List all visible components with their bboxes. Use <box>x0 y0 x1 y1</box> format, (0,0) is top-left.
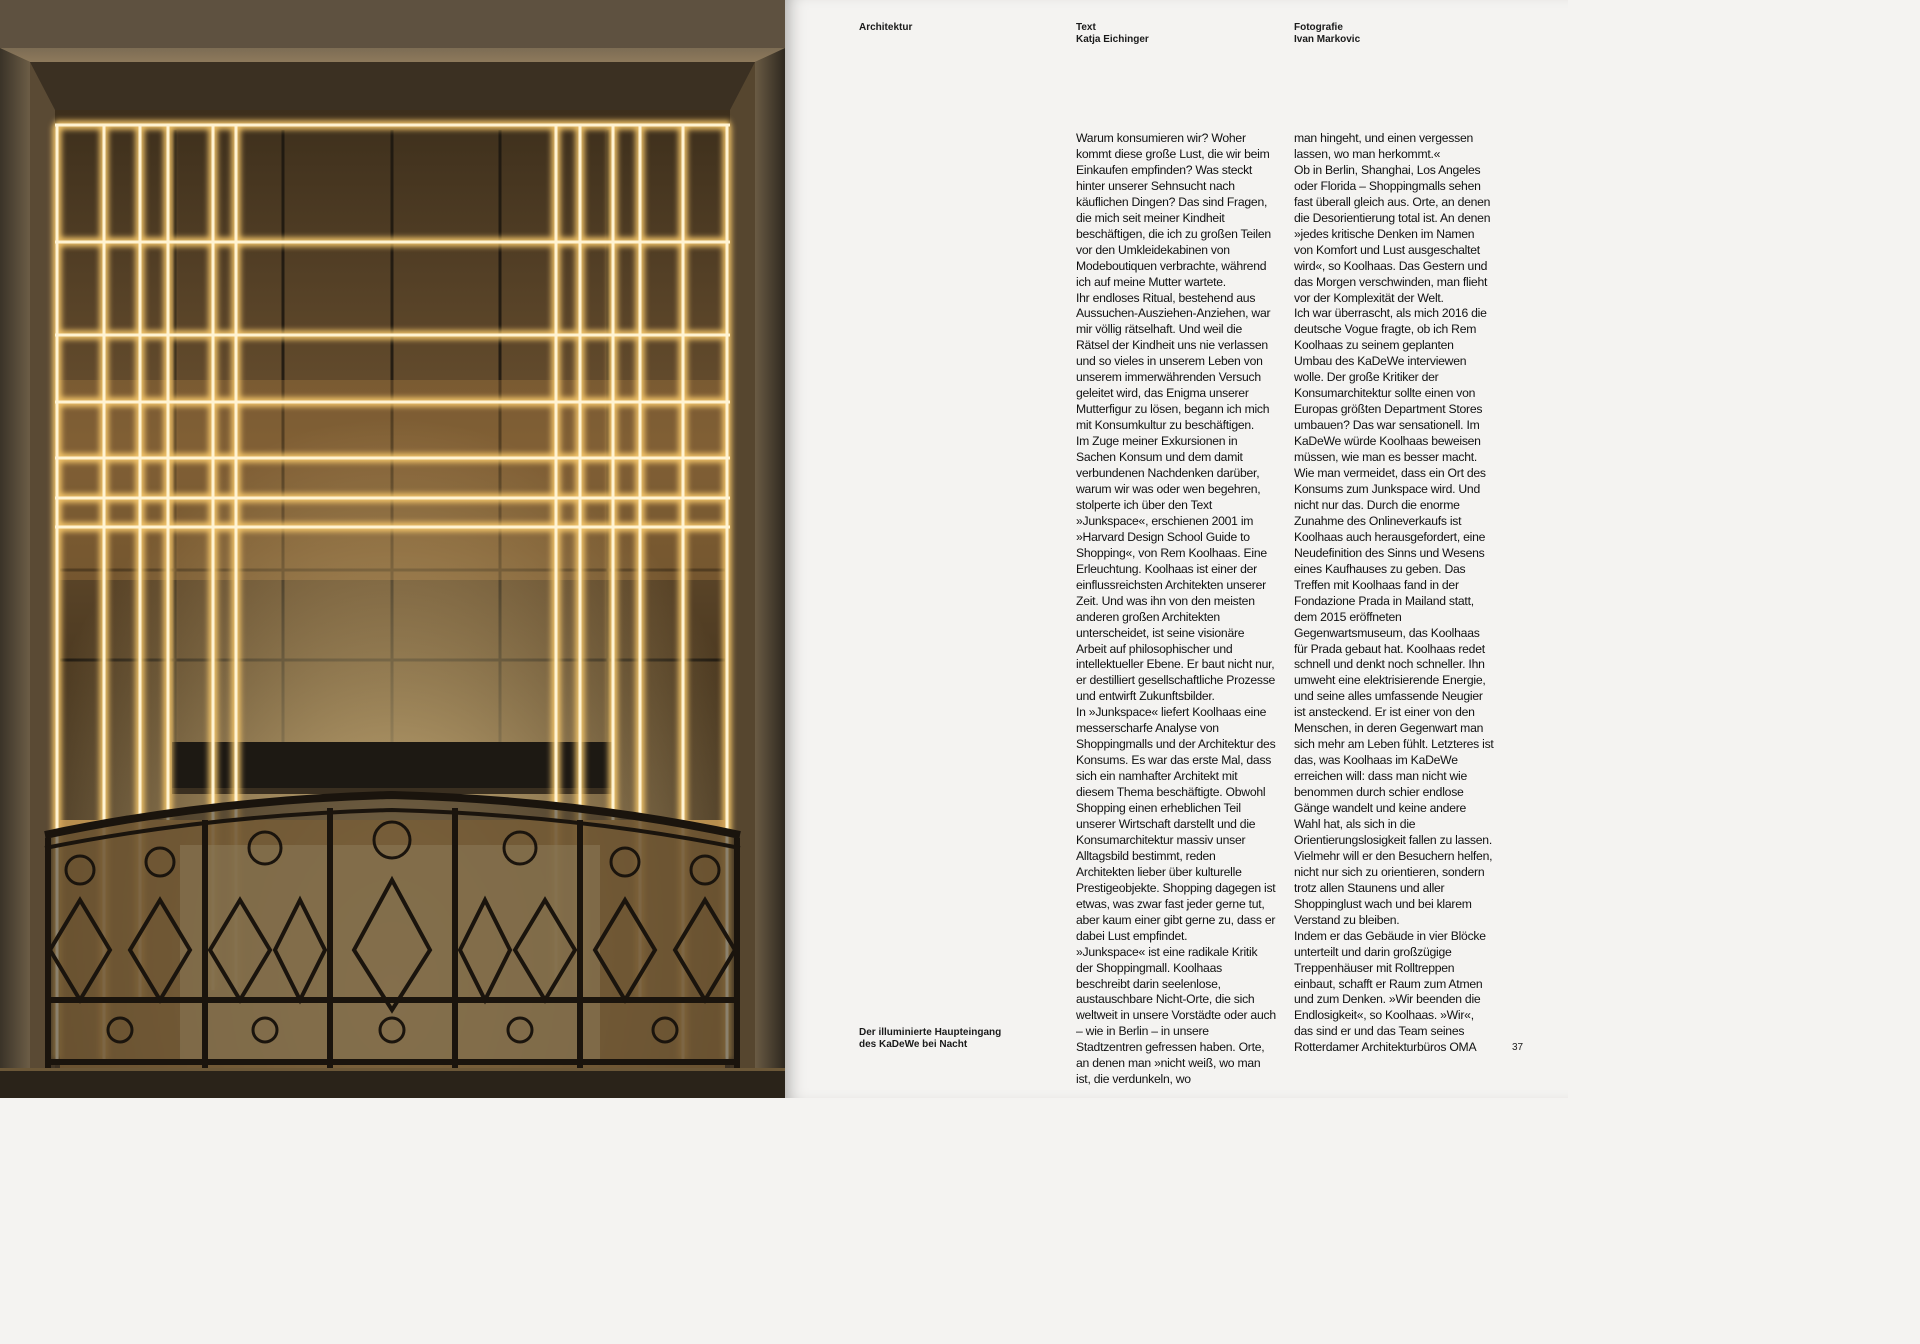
section-label <box>859 22 912 34</box>
section-name: Architektur <box>859 22 913 33</box>
paragraph: Indem er das Gebäude in vier Blöcke unterteilt und darin großzügige Treppenhäuser mit Rolltreppen einbaut, schafft er Raum zum Atmen und zum Denken. »Wir beenden die Endlosigkeit«, so Koolhaas. »Wir«, das sind er und das Team seines Rotterdamer Architekturbüros OMA <box>1294 928 1486 1055</box>
caption-line: Der illuminierte Haupteingang <box>859 1027 1002 1038</box>
paragraph: Ob in Berlin, Shanghai, Los Angeles oder Florida – Shoppingmalls sehen fast überall gleich aus. Orte, an denen die Desorientierung total ist. An denen »jedes kritische Denken im Namen von Komfort und Lust ausgeschaltet wird«, so Koolhaas. Das Gestern und das Morgen verschwinden, man flieht vor der Komplexität der Welt. <box>1294 162 1491 305</box>
paragraph: Ich war überrascht, als mich 2016 die deutsche Vogue fragte, ob ich Rem Koolhaas zu seinem geplanten Umbau des KaDeWe interviewen wolle. Der große Kritiker der Konsumarchitektur sollte einen von Europas größten Department Stores umbauen? Das war sensationell. Im KaDeWe würde Koolhaas beweisen müssen, wie man es besser macht. Wie man vermeidet, dass ein Ort des Konsums zum Junkspace wird. Und nicht nur das. Durch die enorme Zunahme des Onlineverkaufs ist Koolhaas auch herausgefordert, eine Neudefinition des Sinns und Wesens eines Kaufhauses zu geben. Das Treffen mit Koolhaas fand in der Fondazione Prada in Mailand statt, dem 2015 eröffneten Gegenwartsmuseum, das Koolhaas für Prada gebaut hat. Koolhaas redet schnell und denkt noch schneller. Ihn umweht eine elektrisierende Energie, und seine alles umfassende Neugier ist ansteckend. Er ist einer von den Menschen, in deren Gegenwart man sich mehr am Leben fühlt. Letzteres ist das, was Koolhaas im KaDeWe erreichen will: dass man nicht wie benommen durch schier endlose Gänge wandelt und keine andere Wahl hat, als sich in die Orientierungslosigkeit fallen zu lassen. Vielmehr will er den Besuchern helfen, nicht nur sich zu orientieren, sondern trotz allen Staunens und aller Shoppinglust wach und bei klarem Verstand zu bleiben. <box>1294 306 1494 927</box>
text-credit <box>1076 22 1149 46</box>
paragraph: man hingeht, und einen vergessen lassen, wo man herkommt.« <box>1294 131 1474 161</box>
text-credit-label: Text <box>1076 22 1096 33</box>
text-credit-author: Katja Eichinger <box>1076 34 1149 45</box>
paragraph: In »Junkspace« liefert Koolhaas eine messerscharfe Analyse von Shoppingmalls und der Architektur des Konsums. Es war das erste Mal, dass sich ein namhafter Architekt mit diesem Thema beschäftigte. Obwohl Shopping einen erheblichen Teil unserer Wirtschaft darstellt und die Konsumarchitektur massiv unser Alltagsbild bestimmt, reden Architekten lieber über kulturelle Prestigeobjekte. Shopping dagegen ist etwas, was zwar fast jeder gerne tut, aber kaum einer gibt gerne zu, dass er dabei Lust empfindet. <box>1076 705 1276 943</box>
kadewe-entrance-illustration <box>0 0 785 1098</box>
photo-credit <box>1294 22 1360 46</box>
body-column-2 <box>1294 131 1494 1056</box>
photo-credit-label: Fotografie <box>1294 22 1343 33</box>
paragraph: Im Zuge meiner Exkursionen in Sachen Konsum und dem damit verbundenen Nachdenken darüber, warum wir was oder wen begehren, stolperte ich über den Text »Junkspace«, erschienen 2001 im »Harvard Design School Guide to Shopping«, von Rem Koolhaas. Eine Erleuchtung. Koolhaas ist einer der einflussreichsten Architekten unserer Zeit. Und was ihn von den meisten anderen großen Architekten unterscheidet, ist seine visionäre Arbeit auf philosophischer und intellektueller Ebene. Er baut nicht nur, er destilliert gesellschaftliche Prozesse und entwirft Zukunftsbilder. <box>1076 434 1276 704</box>
paragraph: Ihr endloses Ritual, bestehend aus Aussuchen-Ausziehen-Anziehen, war mir völlig rätselhaft. Und weil die Rätsel der Kindheit uns nie verlassen und so vieles in unserem Leben von unserem immerwährenden Versuch geleitet wird, das Enigma unserer Mutterfigur zu lösen, begann ich mich mit Konsumkultur zu beschäftigen. <box>1076 290 1271 433</box>
body-column-1 <box>1076 131 1276 1088</box>
entrance-photo <box>0 0 785 1098</box>
photo-credit-author: Ivan Markovic <box>1294 34 1361 45</box>
photo-caption <box>859 1027 1001 1051</box>
article-page <box>785 0 1568 1098</box>
caption-line: des KaDeWe bei Nacht <box>859 1039 968 1050</box>
page-number: 37 <box>1512 1042 1524 1053</box>
paragraph: Warum konsumieren wir? Woher kommt diese große Lust, die wir beim Einkaufen empfinden? Was steckt hinter unserer Sehnsucht nach käuflichen Dingen? Das sind Fragen, die mich seit meiner Kindheit beschäftigen, die ich zu großen Teilen vor den Umkleidekabinen von Modeboutiquen verbrachte, während ich auf meine Mutter wartete. <box>1076 131 1271 289</box>
paragraph: »Junkspace« ist eine radikale Kritik der Shoppingmall. Koolhaas beschreibt darin seelenlose, austauschbare Nicht-Orte, die sich weltweit in unsere Vorstädte oder auch – wie in Berlin – in unsere Stadtzentren gefressen haben. Orte, an denen man »nicht weiß, wo man ist, die verdunkeln, wo <box>1076 944 1276 1087</box>
wrought-iron-gate <box>45 795 740 1068</box>
